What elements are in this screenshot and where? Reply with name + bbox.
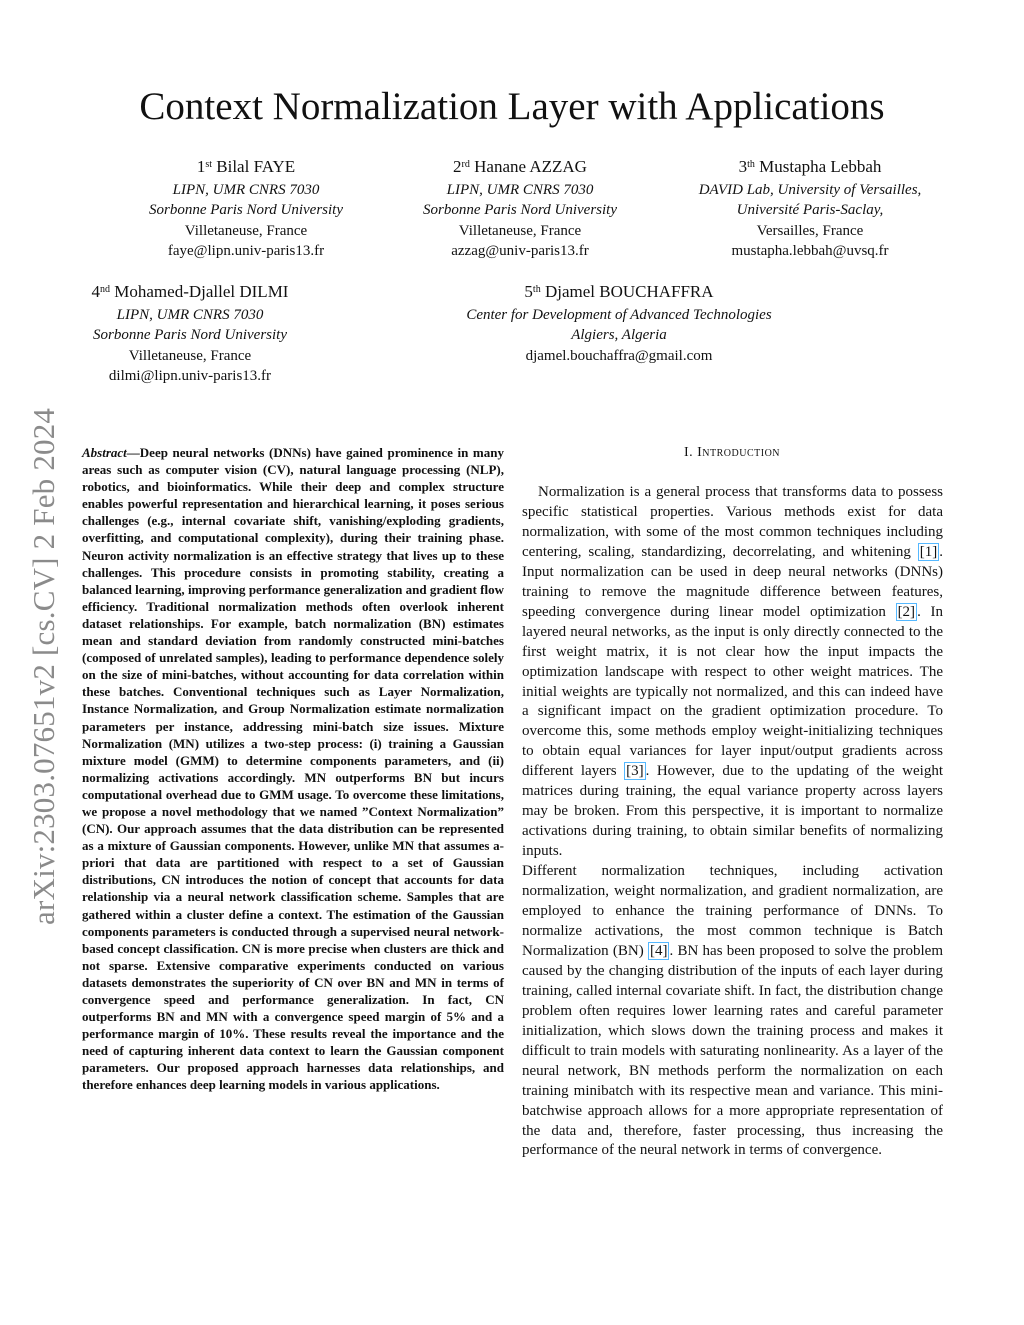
author-name-line	[419, 281, 819, 303]
author-name: Djamel BOUCHAFFRA	[544, 282, 714, 301]
intro-text: Different normalization techniques, including activation normalization, weight normalization, and gradient normalization, are employed to enhance the training performance of DNNs. To normalize activations, the most common technique is Batch Normalization (BN)	[522, 863, 943, 959]
abstract-label: Abstract	[82, 445, 127, 460]
author-location: Versailles, France	[756, 222, 864, 239]
author-affiliation: LIPN, UMR CNRS 7030	[116, 307, 264, 323]
arxiv-side-stamp	[20, 365, 68, 925]
citation-link[interactable]	[896, 603, 918, 621]
author-name: Hanane AZZAG	[474, 157, 587, 176]
citation-link[interactable]	[648, 942, 670, 960]
author-location: Villetaneuse, France	[128, 347, 252, 364]
author-email: mustapha.lebbah@uvsq.fr	[731, 243, 889, 260]
arxiv-identifier: arXiv:2303.07651v2 [cs.CV] 2 Feb 2024	[26, 407, 61, 925]
author-ordinal-suffix: st	[205, 159, 213, 170]
citation-link[interactable]	[624, 762, 646, 780]
abstract	[82, 444, 504, 1094]
author-name-line	[40, 281, 340, 303]
author-ordinal: 5	[524, 282, 533, 301]
citation-4[interactable]: [4]	[649, 942, 668, 959]
citation-2[interactable]: [2]	[897, 603, 916, 620]
author-ordinal-suffix: nd	[100, 284, 111, 295]
author-location: Villetaneuse, France	[458, 222, 582, 239]
author-name-line	[370, 156, 670, 178]
abstract-dash: —	[126, 445, 140, 460]
author-affiliation: LIPN, UMR CNRS 7030	[172, 182, 320, 198]
author-affiliation: Sorbonne Paris Nord University	[148, 202, 344, 219]
author-block-5	[419, 281, 819, 366]
author-ordinal-suffix: th	[532, 284, 541, 295]
citation-3[interactable]: [3]	[626, 763, 644, 780]
intro-text: . In layered neural networks, as the input is only directly connected to the first weight matrix, it is not clear how the input impacts the optimization landscape with respect to other weight matrices. The initial weights are typically not normalized, and this can indeed have a significant impact on the gradient optimization procedure. To overcome this, some methods employ weight-initializing techniques to obtain equal variances for layer input/output gradients across different layers	[522, 603, 943, 780]
author-ordinal: 4	[91, 282, 101, 301]
author-affiliation: Sorbonne Paris Nord University	[92, 327, 288, 344]
author-affiliation: Université Paris-Saclay,	[736, 202, 884, 219]
intro-text: Normalization is a general process that transforms data to possess specific statistical properties. Various methods exist for data normalization, with some of the most common techniques including centering, scaling, standardizing, decorrelating, and whitening	[522, 484, 943, 560]
author-ordinal-suffix: th	[747, 159, 755, 170]
intro-text: . Input normalization can be used in deep neural networks (DNNs) training to remove the magnitude difference between features, speeding convergence during linear model optimization	[522, 543, 943, 620]
author-ordinal: 3	[738, 157, 748, 176]
author-affiliation: LIPN, UMR CNRS 7030	[446, 182, 594, 198]
author-name-line	[660, 156, 960, 178]
intro-paragraph-1	[522, 483, 943, 862]
author-ordinal: 2	[453, 157, 462, 176]
author-affiliation: Algiers, Algeria	[571, 327, 667, 344]
author-name: Mohamed-Djallel DILMI	[114, 282, 289, 301]
author-ordinal-suffix: rd	[461, 159, 470, 170]
author-ordinal: 1	[196, 157, 206, 176]
citation-link[interactable]	[918, 543, 940, 561]
intro-text: . However, due to the updating of the weight matrices during training, the equal variance property across layers may be broken. From this perspective, it is important to normalize activations during training, to obtain similar benefits of normalizing inputs.	[522, 763, 943, 860]
author-name: Bilal FAYE	[216, 157, 296, 176]
author-block-4	[40, 281, 340, 387]
author-block-3	[660, 156, 960, 262]
author-email: djamel.bouchaffra@gmail.com	[525, 347, 713, 364]
abstract-text: Deep neural networks (DNNs) have gained prominence in many areas such as computer vision (CV), natural language processing (NLP), robotics, and bioinformatics. While their deep and complex structure enables powerful representation and hierarchical learning, it poses serious challenges (e.g., internal covariate shift, vanishing/exploding gradients, overfitting, and computational complexity), during their training phase. Neuron activity normalization is an effective strategy that lives up to these challenges. This procedure consists in promoting stability, creating a balanced learning, improving performance generalization and gradient flow efficiency. Traditional normalization methods often overlook inherent dataset relationships. For example, batch normalization (BN) estimates mean and standard deviation from randomly constructed mini-batches (composed of unrelated samples), leading to performance dependence solely on the size of mini-batches, without accounting for data correlation within these batches. Conventional techniques such as Layer Normalization, Instance Normalization, and Group Normalization estimate normalization parameters per instance, addressing mini-batch size issues. Mixture Normalization (MN) utilizes a two-step process: (i) training a Gaussian mixture model (GMM) to determine components parameters, and (ii) normalizing activations accordingly. MN outperforms BN but incurs computational overhead due to GMM usage. To overcome these limitations, we propose a novel methodology that we named ”Context Normalization” (CN). Our approach assumes that the data distribution can be represented as a mixture of Gaussian components. However, unlike MN that assumes a-priori that data are partitioned with respect to a set of Gaussian distributions, CN introduces the notion of concept that accounts for data relationship via a neural network classification scheme. Samples that are gathered within a cluster define a context. The estimation of the Gaussian components parameters is conducted through a supervised neural network-based concept classification. CN is more precise when clusters are thick and not sparse. Extensive comparative experiments conducted on various datasets demonstrates the superiority of CN over BN and MN in terms of convergence speed and performance generalization. In fact, CN outperforms BN and MN with a convergence speed margin of 5% and a performance margin of 10%. These results reveal the importance and the need of capturing inherent data context to learn the Gaussian component parameters. Our proposed approach harnesses data relationships, and therefore enhances deep learning models in various applications.	[82, 445, 504, 1093]
introduction-body	[522, 483, 943, 1161]
citation-1[interactable]: [1]	[919, 543, 938, 560]
author-name-line	[96, 156, 396, 178]
author-name: Mustapha Lebbah	[759, 157, 882, 176]
author-email: faye@lipn.univ-paris13.fr	[167, 243, 325, 260]
author-affiliation: DAVID Lab, University of Versailles,	[698, 182, 922, 198]
author-block-2	[370, 156, 670, 262]
author-email: azzag@univ-paris13.fr	[451, 243, 589, 260]
intro-text: . BN has been proposed to solve the problem caused by the changing distribution of the inputs of each layer during training, called internal covariate shift. In fact, the distribution change problem often requires lower learning rates and careful parameter initialization, which slows down the training process and makes it difficult to train models with saturating nonlinearity. As a layer of the neural network, BN methods perform the normalization on each training minibatch with its respective mean and variance. This mini-batchwise approach allows for a more appropriate representation of the data and, therefore, faster processing, thus increasing the performance of the neural network in terms of convergence.	[522, 942, 943, 1159]
author-location: Villetaneuse, France	[184, 222, 308, 239]
author-affiliation: Sorbonne Paris Nord University	[422, 202, 618, 219]
intro-paragraph-2	[522, 862, 943, 1161]
author-email: dilmi@lipn.univ-paris13.fr	[108, 368, 272, 385]
section-heading-introduction: I. Introduction	[683, 445, 781, 460]
author-block-1	[96, 156, 396, 262]
author-affiliation: Center for Development of Advanced Technologies	[466, 307, 772, 323]
paper-title: Context Normalization Layer with Applications	[139, 85, 885, 128]
